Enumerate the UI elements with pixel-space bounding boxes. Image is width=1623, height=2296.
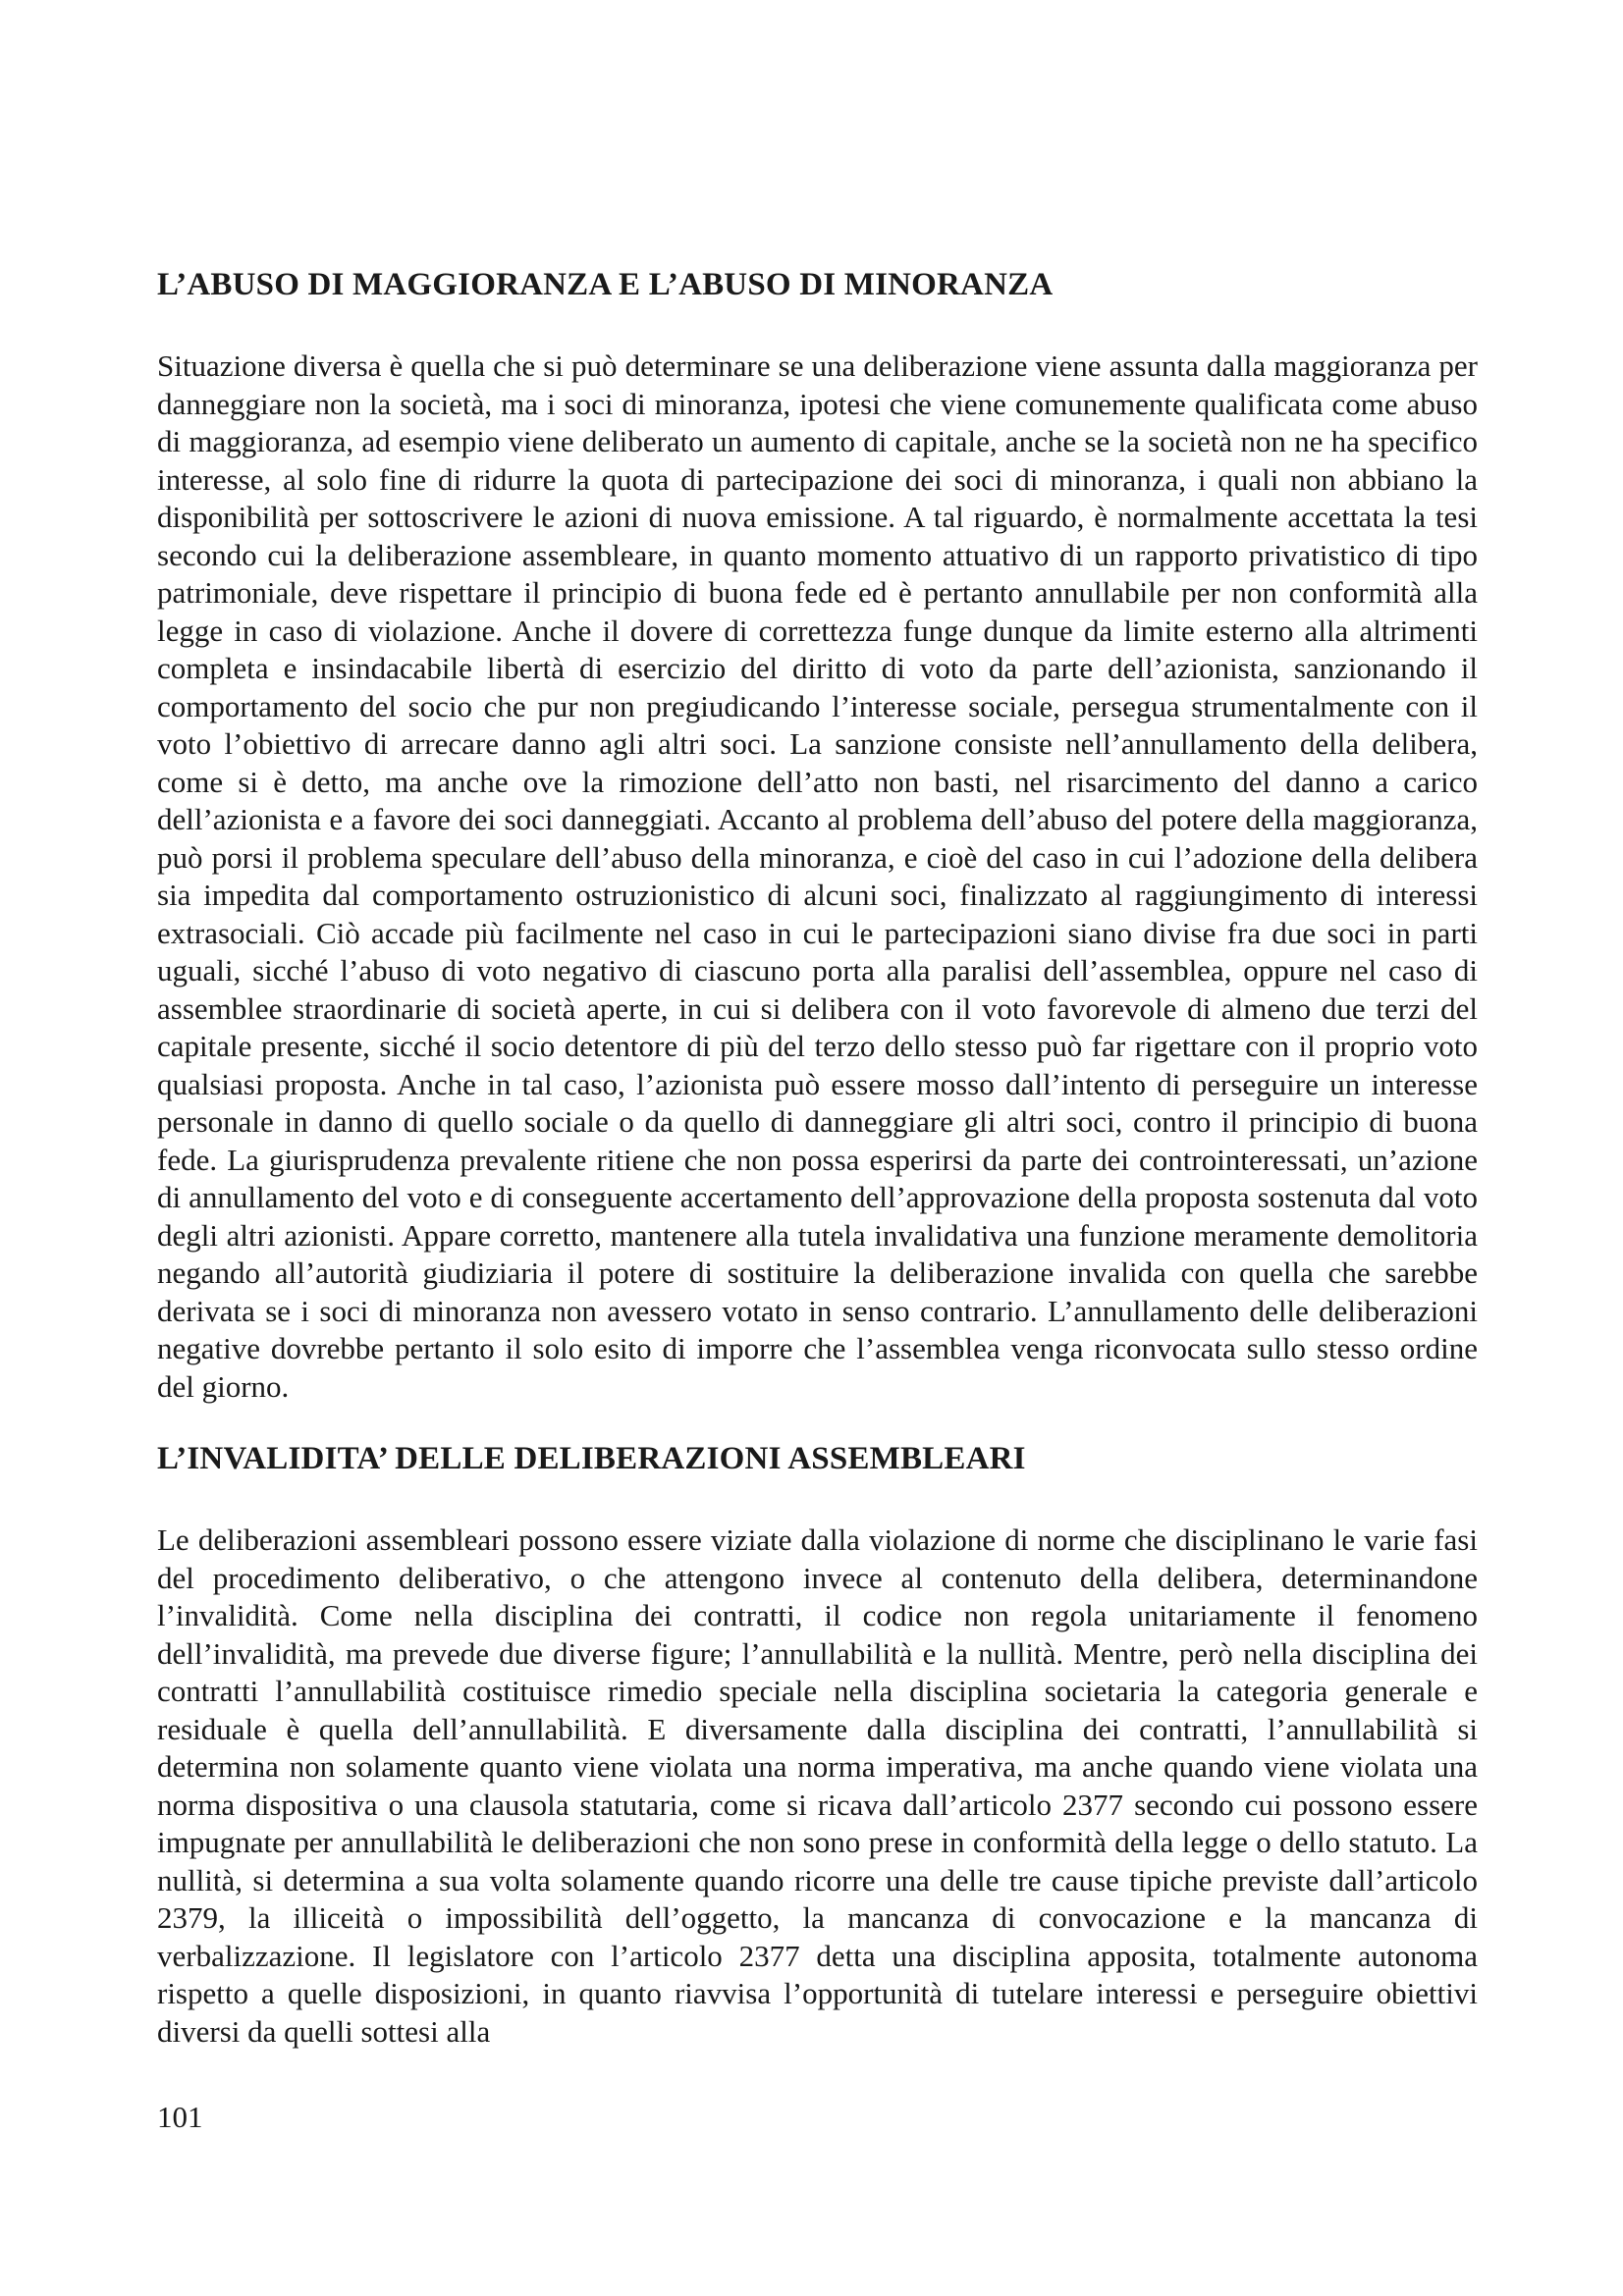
section-heading-abuso: L’ABUSO DI MAGGIORANZA E L’ABUSO DI MINORANZA [157,267,1054,302]
page-number: 101 [157,2100,203,2134]
section-heading-invalidita: L’INVALIDITA’ DELLE DELIBERAZIONI ASSEMBLEARI [157,1441,1026,1476]
paragraph-abuso: Situazione diversa è quella che si può determinare se una deliberazione viene assunta dalla maggioranza per danneggiare non la società, ma i soci di minoranza, ipotesi che viene comunemente qualificata come abuso di maggioranza, ad esempio viene deliberato un aumento di capitale, anche se la società non ne ha specifico interesse, al solo fine di ridurre la quota di partecipazione dei soci di minoranza, i quali non abbiano la disponibilità per sottoscrivere le azioni di nuova emissione. A tal riguardo, è normalmente accettata la tesi secondo cui la deliberazione assembleare, in quanto momento attuativo di un rapporto privatistico di tipo patrimoniale, deve rispettare il principio di buona fede ed è pertanto annullabile per non conformità alla legge in caso di violazione. Anche il dovere di correttezza funge dunque da limite esterno alla altrimenti completa e insindacabile libertà di esercizio del diritto di voto da parte dell’azionista, sanzionando il comportamento del socio che pur non pregiudicando l’interesse sociale, persegua strumentalmente con il voto l’obiettivo di arrecare danno agli altri soci. La sanzione consiste nell’annullamento della delibera, come si è detto, ma anche ove la rimozione dell’atto non basti, nel risarcimento del danno a carico dell’azionista e a favore dei soci danneggiati. Accanto al problema dell’abuso del potere della maggioranza, può porsi il problema speculare dell’abuso della minoranza, e cioè del caso in cui l’adozione della delibera sia impedita dal comportamento ostruzionistico di alcuni soci, finalizzato al raggiungimento di interessi extrasociali. Ciò accade più facilmente nel caso in cui le partecipazioni siano divise fra due soci in parti uguali, sicché l’abuso di voto negativo di ciascuno porta alla paralisi dell’assemblea, oppure nel caso di assemblee straordinarie di società aperte, in cui si delibera con il voto favorevole di almeno due terzi del capitale presente, sicché il socio detentore di più del terzo dello stesso può far rigettare con il proprio voto qualsiasi proposta. Anche in tal caso, l’azionista può essere mosso dall’intento di perseguire un interesse personale in danno di quello sociale o da quello di danneggiare gli altri soci, contro il principio di buona fede. La giurisprudenza prevalente ritiene che non possa esperirsi da parte dei controinteressati, un’azione di annullamento del voto e di conseguente accertamento dell’approvazione della proposta sostenuta dal voto degli altri azionisti. Appare corretto, mantenere alla tutela invalidativa una funzione meramente demolitoria negando all’autorità giudiziaria il potere di sostituire la deliberazione invalida con quella che sarebbe derivata se i soci di minoranza non avessero votato in senso contrario. L’annullamento delle deliberazioni negative dovrebbe pertanto il solo esito di imporre che l’assemblea venga riconvocata sullo stesso ordine del giorno. [157,348,1478,1404]
paragraph-invalidita: Le deliberazioni assembleari possono essere viziate dalla violazione di norme che disciplinano le varie fasi del procedimento deliberativo, o che attengono invece al contenuto della delibera, determinandone l’invalidità. Come nella disciplina dei contratti, il codice non regola unitariamente il fenomeno dell’invalidità, ma prevede due diverse figure; l’annullabilità e la nullità. Mentre, però nella disciplina dei contratti l’annullabilità costituisce rimedio speciale nella disciplina societaria la categoria generale e residuale è quella dell’annullabilità. E diversamente dalla disciplina dei contratti, l’annullabilità si determina non solamente quanto viene violata una norma imperativa, ma anche quando viene violata una norma dispositiva o una clausola statutaria, come si ricava dall’articolo 2377 secondo cui possono essere impugnate per annullabilità le deliberazioni che non sono prese in conformità della legge o dello statuto. La nullità, si determina a sua volta solamente quando ricorre una delle tre cause tipiche previste dall’articolo 2379, la illiceità o impossibilità dell’oggetto, la mancanza di convocazione e la mancanza di verbalizzazione. Il legislatore con l’articolo 2377 detta una disciplina apposita, totalmente autonoma rispetto a quelle disposizioni, in quanto riavvisa l’opportunità di tutelare interessi e perseguire obiettivi diversi da quelli sottesi alla [157,1522,1478,2049]
document-page [157,265,1478,2051]
